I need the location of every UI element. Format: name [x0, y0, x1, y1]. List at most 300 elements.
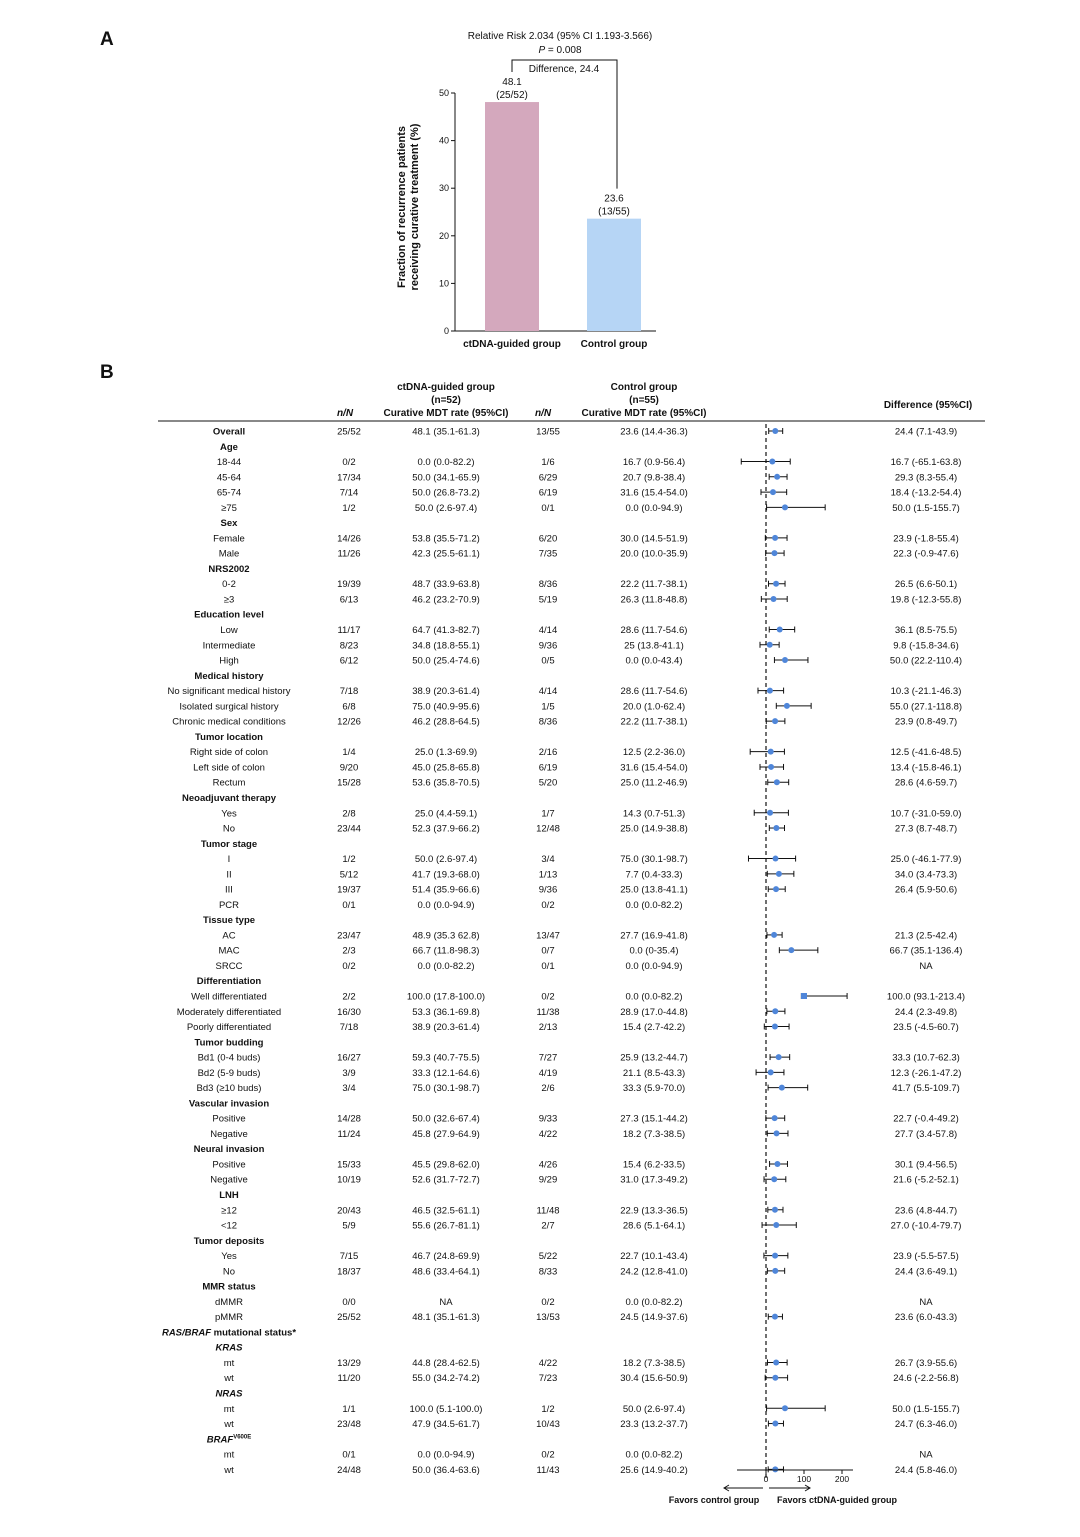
bar-y-tick-label: 40	[438, 135, 449, 146]
group2-nN-cell: 6/20	[538, 533, 558, 545]
forest-row-label: Age	[220, 441, 238, 453]
bar-y-tick-label: 20	[438, 230, 449, 241]
group1-nN-cell: 1/2	[342, 502, 356, 514]
difference-cell: NA	[919, 960, 933, 972]
forest-row-label: Yes	[221, 1251, 237, 1263]
forest-row-label: wt	[224, 1373, 234, 1385]
group1-rate-cell: 55.6 (26.7-81.1)	[412, 1220, 480, 1232]
group2-nN-cell: 11/48	[536, 1205, 560, 1217]
group1-nN-cell: 11/17	[337, 625, 361, 637]
group1-nN-cell: 6/8	[342, 701, 356, 713]
bar-value-label: 48.1	[502, 77, 522, 89]
group1-nN-cell: 1/2	[342, 854, 356, 866]
forest-row-label: Tumor location	[195, 731, 263, 743]
forest-row-label: No	[222, 1266, 236, 1278]
group1-rate-cell: 45.5 (29.8-62.0)	[412, 1159, 480, 1171]
forest-row-label: Male	[218, 548, 240, 560]
group1-nN-cell: 5/12	[339, 869, 359, 881]
difference-cell: 10.3 (-21.1-46.3)	[890, 686, 962, 698]
group2-nN-cell: 13/47	[536, 930, 560, 942]
group1-rate-cell: 48.1 (35.1-61.3)	[412, 426, 480, 438]
group1-rate-cell: 53.8 (35.5-71.2)	[412, 533, 480, 545]
forest-row-label: MMR status	[202, 1281, 256, 1293]
group1-rate-cell: 48.9 (35.3 62.8)	[412, 930, 480, 942]
group1-nN-cell: 19/39	[337, 579, 361, 591]
forest-row-label: Right side of colon	[189, 747, 269, 759]
group1-rate-cell: 46.5 (32.5-61.1)	[412, 1205, 480, 1217]
point-estimate	[772, 1207, 778, 1213]
group2-nN-cell: 11/38	[536, 1006, 560, 1018]
group2-nN-cell: 13/55	[536, 426, 560, 438]
group1-nN-cell: 6/12	[339, 655, 359, 667]
point-estimate	[771, 596, 777, 602]
group2-rate-cell: 31.6 (15.4-54.0)	[620, 762, 688, 774]
group2-rate-cell: 25.6 (14.9-40.2)	[620, 1464, 688, 1476]
group2-rate-cell: 28.6 (11.7-54.6)	[620, 686, 688, 698]
difference-cell: 21.3 (2.5-42.4)	[894, 930, 958, 942]
group2-nN-cell: 0/2	[541, 1296, 555, 1308]
bar	[485, 102, 539, 331]
forest-row-label: Tumor stage	[200, 838, 258, 850]
difference-cell: 28.6 (4.6-59.7)	[894, 777, 958, 789]
group1-rate-cell: 51.4 (35.9-66.6)	[412, 884, 480, 896]
forest-row-label: Positive	[212, 1113, 246, 1125]
forest-row-label: dMMR	[215, 1296, 243, 1308]
group1-rate-cell: 59.3 (40.7-75.5)	[412, 1052, 480, 1064]
group2-rate-cell: 22.2 (11.7-38.1)	[620, 716, 688, 728]
point-estimate	[774, 474, 780, 480]
group1-nN-cell: 0/1	[342, 1449, 356, 1461]
forest-row-label: mt	[223, 1403, 235, 1415]
forest-x-tick-label: 100	[796, 1474, 812, 1484]
forest-row-label: Neoadjuvant therapy	[182, 792, 276, 804]
group2-nN-cell: 4/22	[538, 1357, 558, 1369]
group1-rate-cell: 38.9 (20.3-61.4)	[412, 1022, 480, 1034]
difference-cell: 12.3 (-26.1-47.2)	[890, 1067, 962, 1079]
group1-rate-cell: 42.3 (25.5-61.1)	[412, 548, 480, 560]
group2-rate-cell: 25.0 (11.2-46.9)	[620, 777, 688, 789]
group1-nN-cell: 15/28	[337, 777, 361, 789]
group1-rate-cell: 55.0 (34.2-74.2)	[412, 1373, 480, 1385]
point-estimate	[772, 1268, 778, 1274]
forest-row-label: Tissue type	[202, 915, 256, 927]
group2-nN-cell: 5/20	[538, 777, 558, 789]
point-estimate	[772, 1115, 778, 1121]
difference-cell: 24.4 (2.3-49.8)	[894, 1006, 958, 1018]
group2-rate-cell: 0.0 (0.0-82.2)	[625, 991, 683, 1003]
group2-nN-cell: 6/19	[538, 487, 558, 499]
forest-row-label: Moderately differentiated	[176, 1006, 282, 1018]
forest-row-label: Low	[220, 625, 238, 637]
forest-row-label: Sex	[220, 518, 238, 530]
bar-ylabel	[396, 123, 421, 290]
difference-cell: 23.6 (4.8-44.7)	[894, 1205, 958, 1217]
group1-nN-cell: 9/20	[339, 762, 359, 774]
group2-nN-cell: 6/19	[538, 762, 558, 774]
forest-row-label: ≥12	[221, 1205, 237, 1217]
point-estimate	[773, 1222, 779, 1228]
bar-category-label: ctDNA-guided group	[463, 339, 561, 350]
p-value-suffix: = 0.008	[545, 45, 582, 56]
group1-nN-cell: 2/2	[342, 991, 356, 1003]
forest-row-label: NRS2002	[208, 563, 250, 575]
group2-nN-cell: 8/36	[538, 716, 558, 728]
forest-row-label: Negative	[210, 1174, 248, 1186]
bar-y-tick-label: 30	[438, 183, 449, 194]
group1-nN-cell: 3/4	[342, 1083, 356, 1095]
forest-x-tick-label: 0	[763, 1474, 769, 1484]
group1-nN-cell: 14/28	[337, 1113, 361, 1125]
point-estimate	[773, 856, 779, 862]
group2-rate-cell: 21.1 (8.5-43.3)	[622, 1067, 686, 1079]
group2-rate-cell: 20.0 (10.0-35.9)	[620, 548, 688, 560]
group2-nN-cell: 8/33	[538, 1266, 558, 1278]
group2-rate-cell: 0.0 (0.0-82.2)	[625, 1296, 683, 1308]
group1-rate-cell: 46.2 (23.2-70.9)	[412, 594, 480, 606]
group2-n: (n=55)	[629, 395, 659, 406]
difference-cell: 23.6 (6.0-43.3)	[894, 1312, 958, 1324]
group1-nN-cell: 7/18	[339, 1022, 359, 1034]
difference-cell: 24.4 (5.8-46.0)	[894, 1464, 958, 1476]
difference-cell: 27.3 (8.7-48.7)	[894, 823, 958, 835]
group1-rate-cell: 53.3 (36.1-69.8)	[412, 1006, 480, 1018]
bar-y-tick-label: 10	[438, 278, 449, 289]
forest-row-label: Differentiation	[196, 976, 262, 988]
point-estimate	[771, 550, 777, 556]
difference-cell: 26.5 (6.6-50.1)	[894, 579, 958, 591]
difference-cell: 36.1 (8.5-75.5)	[894, 625, 958, 637]
forest-row-label: Bd3 (≥10 buds)	[196, 1083, 262, 1095]
forest-row-label: Negative	[210, 1128, 248, 1140]
group1-title: ctDNA-guided group	[397, 382, 495, 393]
group2-nN-cell: 2/16	[538, 747, 558, 759]
point-estimate	[772, 1024, 778, 1030]
group2-title: Control group	[610, 382, 678, 393]
group2-nN-cell: 7/23	[538, 1373, 558, 1385]
group2-nN-cell: 3/4	[541, 854, 555, 866]
bar-chart	[439, 60, 656, 350]
bar-ylabel-line2: receiving curative treatment (%)	[409, 123, 421, 291]
group1-rate-cell: 0.0 (0.0-94.9)	[417, 899, 475, 911]
forest-row-label: Positive	[212, 1159, 246, 1171]
group1-nN-cell: 16/30	[337, 1006, 361, 1018]
group1-rate-cell: 50.0 (2.6-97.4)	[414, 854, 478, 866]
group1-rate-cell: 0.0 (0.0-82.2)	[417, 457, 475, 469]
group2-rate-cell: 28.9 (17.0-44.8)	[620, 1006, 688, 1018]
group1-nN-cell: 0/2	[342, 457, 356, 469]
group1-rate-cell: 50.0 (26.8-73.2)	[412, 487, 480, 499]
group2-rate-cell: 14.3 (0.7-51.3)	[622, 808, 686, 820]
forest-row-label: Education level	[194, 609, 264, 621]
point-estimate	[772, 1008, 778, 1014]
forest-row-label: 18-44	[216, 457, 242, 469]
group1-nN-cell: 6/13	[339, 594, 359, 606]
group2-nN-cell: 4/26	[538, 1159, 558, 1171]
point-estimate	[773, 1359, 779, 1365]
group2-rate-cell: 23.3 (13.2-37.7)	[620, 1419, 688, 1431]
forest-row-label: NRAS	[215, 1388, 243, 1400]
group2-rate-cell: 0.0 (0.0-94.9)	[625, 502, 683, 514]
forest-plot	[162, 424, 965, 1491]
group2-nN-cell: 13/53	[536, 1312, 560, 1324]
group2-rate-cell: 0.0 (0.0-94.9)	[625, 960, 683, 972]
group2-nN-cell: 1/6	[541, 457, 555, 469]
difference-cell: 16.7 (-65.1-63.8)	[890, 457, 962, 469]
p-value-prefix: P	[538, 45, 546, 56]
group1-nN-cell: 1/1	[342, 1403, 356, 1415]
group2-nN-cell: 1/13	[538, 869, 558, 881]
forest-x-tick-label: 200	[834, 1474, 850, 1484]
group2-rate-cell: 23.6 (14.4-36.3)	[620, 426, 688, 438]
difference-cell: 13.4 (-15.8-46.1)	[890, 762, 962, 774]
point-estimate	[769, 459, 775, 465]
forest-row-label: SRCC	[215, 960, 243, 972]
forest-row-label: Intermediate	[202, 640, 256, 652]
group2-rate-cell: 25.0 (14.9-38.8)	[620, 823, 688, 835]
group2-nN-cell: 9/29	[538, 1174, 558, 1186]
point-estimate	[772, 535, 778, 541]
group2-nN-cell: 0/1	[541, 960, 555, 972]
forest-row-label: No	[222, 823, 236, 835]
group1-rate-cell: 75.0 (40.9-95.6)	[412, 701, 480, 713]
group2-rate-cell: 0.0 (0.0-82.2)	[625, 899, 683, 911]
point-estimate	[782, 1405, 788, 1411]
forest-row-label: Chronic medical conditions	[172, 716, 286, 728]
group2-rate-cell: 20.7 (9.8-38.4)	[622, 472, 686, 484]
group2-nN-cell: 10/43	[536, 1419, 560, 1431]
group1-nN-cell: 0/0	[342, 1296, 356, 1308]
group2-nN-cell: 5/19	[538, 594, 558, 606]
group1-nN-cell: 23/44	[337, 823, 361, 835]
group1-nN-cell: 12/26	[337, 716, 361, 728]
group1-rate-cell: NA	[439, 1296, 453, 1308]
forest-row-label: Tumor deposits	[193, 1235, 265, 1247]
group2-rate-cell: 28.6 (11.7-54.6)	[620, 625, 688, 637]
bar	[587, 219, 641, 331]
group1-rate-cell: 25.0 (1.3-69.9)	[414, 747, 478, 759]
group2-rate-cell: 7.7 (0.4-33.3)	[625, 869, 683, 881]
group1-rate-cell: 52.6 (31.7-72.7)	[412, 1174, 480, 1186]
point-estimate	[767, 642, 773, 648]
point-estimate	[772, 1314, 778, 1320]
group2-nN-cell: 0/2	[541, 991, 555, 1003]
forest-row-label: Yes	[221, 808, 237, 820]
point-estimate	[772, 718, 778, 724]
difference-cell: 26.4 (5.9-50.6)	[894, 884, 958, 896]
difference-cell: NA	[919, 1449, 933, 1461]
group2-rate-cell: 22.9 (13.3-36.5)	[620, 1205, 688, 1217]
forest-row-label: 0-2	[222, 579, 236, 591]
forest-row-label: pMMR	[215, 1312, 243, 1324]
forest-row-label: I	[227, 854, 231, 866]
group2-nN-cell: 12/48	[536, 823, 560, 835]
group2-nN-cell: 4/22	[538, 1128, 558, 1140]
difference-cell: 23.5 (-4.5-60.7)	[893, 1022, 959, 1034]
group2-rate-cell: 18.2 (7.3-38.5)	[622, 1357, 686, 1369]
difference-cell: 27.7 (3.4-57.8)	[894, 1128, 958, 1140]
group1-rate-cell: 50.0 (2.6-97.4)	[414, 502, 478, 514]
forest-row-label: Rectum	[212, 777, 246, 789]
group1-nN-cell: 3/9	[342, 1067, 356, 1079]
group1-nN-cell: 18/37	[337, 1266, 361, 1278]
forest-row-label: Poorly differentiated	[186, 1022, 272, 1034]
group1-nN-cell: 11/24	[337, 1128, 361, 1140]
group2-rate-cell: 15.4 (2.7-42.2)	[622, 1022, 686, 1034]
bar-ylabel-line1: Fraction of recurrence patients	[396, 126, 408, 288]
difference-cell: 30.1 (9.4-56.5)	[894, 1159, 958, 1171]
difference-cell: 22.7 (-0.4-49.2)	[893, 1113, 959, 1125]
point-estimate	[773, 581, 779, 587]
group2-nN-cell: 2/6	[541, 1083, 555, 1095]
point-estimate	[768, 749, 774, 755]
difference-cell: 34.0 (3.4-73.3)	[894, 869, 958, 881]
point-estimate	[773, 825, 779, 831]
difference-cell: NA	[919, 1296, 933, 1308]
forest-row-label: 65-74	[216, 487, 242, 499]
difference-cell: 27.0 (-10.4-79.7)	[890, 1220, 962, 1232]
point-estimate	[784, 703, 790, 709]
group2-nN-cell: 1/5	[541, 701, 555, 713]
group2-rate-cell: 24.5 (14.9-37.6)	[620, 1312, 688, 1324]
difference-cell: 24.4 (7.1-43.9)	[894, 426, 958, 438]
forest-row-label: MAC	[218, 945, 240, 957]
difference-cell: 50.0 (1.5-155.7)	[892, 1403, 960, 1415]
group1-rate-cell: 100.0 (17.8-100.0)	[406, 991, 486, 1003]
group1-n: (n=52)	[431, 395, 461, 406]
forest-row-label: mt	[223, 1449, 235, 1461]
difference-cell: 22.3 (-0.9-47.6)	[893, 548, 959, 560]
bar-count-label: (13/55)	[598, 206, 630, 218]
forest-row-label: LNH	[219, 1190, 239, 1201]
group1-nN-cell: 8/23	[339, 640, 359, 652]
group2-rate-cell: 75.0 (30.1-98.7)	[620, 854, 688, 866]
bar-count-label: (25/52)	[496, 90, 528, 102]
group2-nN-cell: 8/36	[538, 579, 558, 591]
favors-control-label: Favors control group	[668, 1495, 760, 1505]
group2-nN-cell: 0/2	[541, 899, 555, 911]
forest-row-label: mt	[223, 1357, 235, 1369]
difference-header: Difference (95%CI)	[883, 400, 973, 411]
group1-nN-cell: 13/29	[337, 1357, 361, 1369]
group2-rate-cell: 50.0 (2.6-97.4)	[622, 1403, 686, 1415]
group2-rate-cell: 27.3 (15.1-44.2)	[620, 1113, 688, 1125]
forest-row-label: II	[226, 869, 232, 881]
group2-rate-cell: 18.2 (7.3-38.5)	[622, 1128, 686, 1140]
forest-row-label: Well differentiated	[191, 991, 267, 1003]
bar-y-tick-label: 50	[438, 88, 449, 98]
difference-cell: 24.7 (6.3-46.0)	[894, 1419, 958, 1431]
group2-rate-cell: 24.2 (12.8-41.0)	[620, 1266, 688, 1278]
group2-nN-cell: 7/35	[538, 548, 558, 560]
point-estimate	[801, 993, 807, 999]
point-estimate	[767, 688, 773, 694]
group2-rate-cell: 22.7 (10.1-43.4)	[620, 1251, 688, 1263]
group2-nN-cell: 9/36	[538, 884, 558, 896]
group1-nN-cell: 7/14	[339, 487, 359, 499]
group1-nN-cell: 11/20	[337, 1373, 361, 1385]
difference-cell: 50.0 (22.2-110.4)	[889, 655, 963, 667]
group1-rate-cell: 45.0 (25.8-65.8)	[412, 762, 480, 774]
difference-cell: 19.8 (-12.3-55.8)	[890, 594, 962, 606]
group1-nN-cell: 20/43	[337, 1205, 361, 1217]
forest-row-label: wt	[224, 1419, 234, 1431]
forest-row-label: Tumor budding	[194, 1037, 264, 1049]
group1-nN-cell: 23/47	[337, 930, 361, 942]
difference-cell: 23.9 (-1.8-55.4)	[893, 533, 959, 545]
point-estimate	[782, 657, 788, 663]
forest-row-label: Medical history	[194, 670, 264, 682]
group1-rate-cell: 50.0 (34.1-65.9)	[412, 472, 480, 484]
group2-rate-cell: 12.5 (2.2-36.0)	[622, 747, 686, 759]
forest-row-label: Bd1 (0-4 buds)	[197, 1052, 261, 1064]
group2-rate-cell: 0.0 (0.0-43.4)	[625, 655, 683, 667]
forest-row-label: Vascular invasion	[188, 1098, 270, 1110]
point-estimate	[768, 1069, 774, 1075]
point-estimate	[772, 1466, 778, 1472]
point-estimate	[776, 1054, 782, 1060]
forest-row-label: KRAS	[215, 1342, 243, 1354]
difference-cell: 12.5 (-41.6-48.5)	[890, 747, 962, 759]
p-value-text	[538, 45, 582, 56]
group1-rate-cell: 48.1 (35.1-61.3)	[412, 1312, 480, 1324]
forest-row-label: No significant medical history	[167, 686, 291, 698]
group1-rate-cell: 75.0 (30.1-98.7)	[412, 1083, 480, 1095]
group1-nN-cell: 0/2	[342, 960, 356, 972]
group2-rate-cell: 20.0 (1.0-62.4)	[622, 701, 686, 713]
group1-rate-cell: 48.6 (33.4-64.1)	[412, 1266, 480, 1278]
forest-row-label: ≥75	[221, 502, 237, 514]
group1-rate-cell: 50.0 (32.6-67.4)	[412, 1113, 480, 1125]
group1-rate-cell: 53.6 (35.8-70.5)	[412, 777, 480, 789]
group1-nN-cell: 0/1	[342, 899, 356, 911]
point-estimate	[782, 504, 788, 510]
forest-row-label: AC	[222, 930, 236, 942]
group2-rate-cell: 22.2 (11.7-38.1)	[620, 579, 688, 591]
difference-cell: 26.7 (3.9-55.6)	[894, 1357, 958, 1369]
difference-cell: 23.9 (0.8-49.7)	[894, 716, 958, 728]
forest-row-label: RAS/BRAF mutational status*	[161, 1327, 297, 1339]
group2-rate-cell: 31.6 (15.4-54.0)	[620, 487, 688, 499]
group2-nN-cell: 0/5	[541, 655, 555, 667]
point-estimate	[772, 1375, 778, 1381]
group2-rate-cell: 31.0 (17.3-49.2)	[620, 1174, 688, 1186]
group1-nN-cell: 15/33	[337, 1159, 361, 1171]
difference-cell: 24.4 (3.6-49.1)	[894, 1266, 958, 1278]
group1-rate-cell: 50.0 (36.4-63.6)	[412, 1464, 480, 1476]
forest-row-label: Neural invasion	[193, 1144, 265, 1156]
point-estimate	[767, 810, 773, 816]
group1-nN-cell: 17/34	[337, 472, 361, 484]
forest-row-label: Isolated surgical history	[179, 701, 279, 713]
forest-row-label: III	[225, 884, 233, 896]
difference-cell: 29.3 (8.3-55.4)	[894, 472, 958, 484]
group1-rate-cell: 100.0 (5.1-100.0)	[409, 1403, 483, 1415]
point-estimate	[771, 1176, 777, 1182]
point-estimate	[773, 886, 779, 892]
bar-category-label: Control group	[580, 339, 648, 350]
group1-nN-cell: 2/8	[342, 808, 356, 820]
forest-row-label: Left side of colon	[193, 762, 265, 774]
group2-rate-cell: 0.0 (0-35.4)	[629, 945, 679, 957]
group1-nN-cell: 10/19	[337, 1174, 361, 1186]
point-estimate	[772, 1253, 778, 1259]
difference-cell: 23.9 (-5.5-57.5)	[893, 1251, 959, 1263]
group1-rate-cell: 45.8 (27.9-64.9)	[412, 1128, 480, 1140]
difference-cell: 24.6 (-2.2-56.8)	[893, 1373, 959, 1385]
group2-nN-cell: 5/22	[538, 1251, 558, 1263]
group2-rate-cell: 25.9 (13.2-44.7)	[620, 1052, 688, 1064]
forest-row-label: ≥3	[223, 594, 235, 606]
